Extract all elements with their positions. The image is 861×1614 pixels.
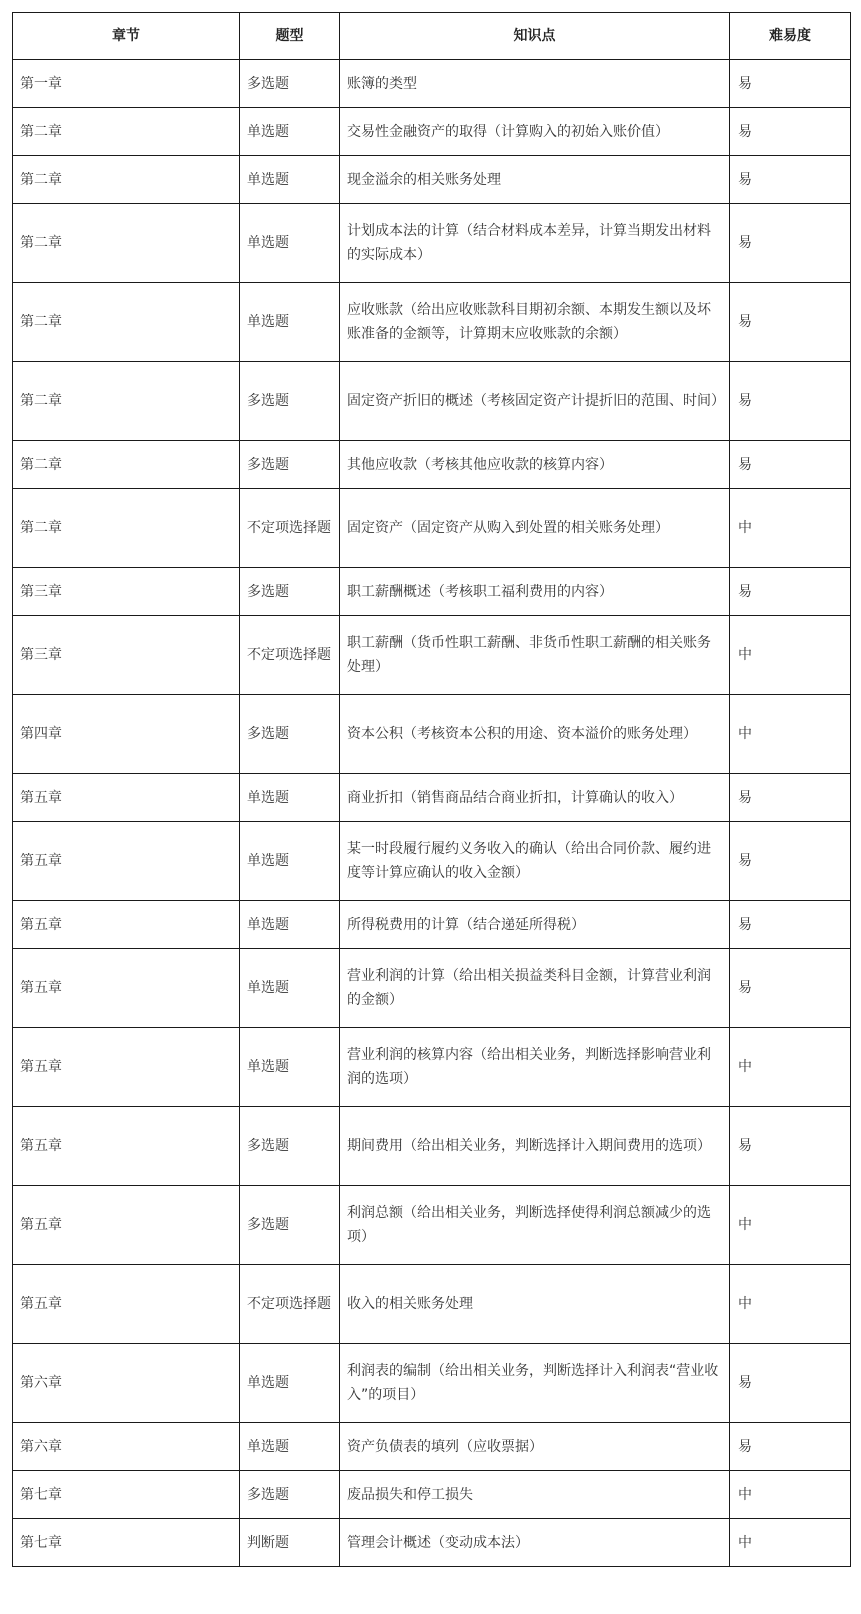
difficulty-cell: 易 <box>730 362 851 441</box>
knowledge-point-cell: 资产负债表的填列（应收票据） <box>340 1423 730 1471</box>
table-row <box>13 1471 851 1519</box>
question-type-cell: 多选题 <box>240 695 340 774</box>
difficulty-cell: 中 <box>730 1519 851 1567</box>
question-type-cell: 不定项选择题 <box>240 489 340 568</box>
table-row <box>13 568 851 616</box>
question-type-cell: 多选题 <box>240 60 340 108</box>
question-type-cell: 多选题 <box>240 441 340 489</box>
question-type-cell: 不定项选择题 <box>240 616 340 695</box>
table-row <box>13 1344 851 1423</box>
chapter-cell: 第二章 <box>13 441 240 489</box>
table-row <box>13 1423 851 1471</box>
table-row <box>13 362 851 441</box>
header-question-type: 题型 <box>240 13 340 60</box>
difficulty-cell: 易 <box>730 822 851 901</box>
question-type-cell: 单选题 <box>240 283 340 362</box>
difficulty-cell: 易 <box>730 1107 851 1186</box>
knowledge-point-cell: 某一时段履行履约义务收入的确认（给出合同价款、履约进度等计算应确认的收入金额） <box>340 822 730 901</box>
table-row <box>13 822 851 901</box>
question-type-cell: 多选题 <box>240 1186 340 1265</box>
question-type-cell: 单选题 <box>240 774 340 822</box>
difficulty-cell: 易 <box>730 568 851 616</box>
difficulty-cell: 易 <box>730 949 851 1028</box>
question-type-cell: 多选题 <box>240 568 340 616</box>
chapter-cell: 第四章 <box>13 695 240 774</box>
question-type-cell: 不定项选择题 <box>240 1265 340 1344</box>
chapter-cell: 第五章 <box>13 822 240 901</box>
knowledge-point-table <box>12 12 851 1567</box>
chapter-cell: 第二章 <box>13 156 240 204</box>
knowledge-point-cell: 账簿的类型 <box>340 60 730 108</box>
chapter-cell: 第二章 <box>13 489 240 568</box>
question-type-cell: 多选题 <box>240 1107 340 1186</box>
table-row <box>13 1107 851 1186</box>
difficulty-cell: 易 <box>730 1423 851 1471</box>
knowledge-point-cell: 收入的相关账务处理 <box>340 1265 730 1344</box>
knowledge-point-cell: 交易性金融资产的取得（计算购入的初始入账价值） <box>340 108 730 156</box>
table-row <box>13 1519 851 1567</box>
question-type-cell: 单选题 <box>240 1344 340 1423</box>
chapter-cell: 第五章 <box>13 949 240 1028</box>
table-row <box>13 489 851 568</box>
difficulty-cell: 易 <box>730 1344 851 1423</box>
chapter-cell: 第二章 <box>13 204 240 283</box>
table-row <box>13 283 851 362</box>
knowledge-point-cell: 营业利润的计算（给出相关损益类科目金额，计算营业利润的金额） <box>340 949 730 1028</box>
chapter-cell: 第六章 <box>13 1344 240 1423</box>
chapter-cell: 第七章 <box>13 1471 240 1519</box>
chapter-cell: 第七章 <box>13 1519 240 1567</box>
table-row <box>13 1028 851 1107</box>
question-type-cell: 单选题 <box>240 1028 340 1107</box>
table-row <box>13 108 851 156</box>
table-row <box>13 1265 851 1344</box>
knowledge-point-cell: 其他应收款（考核其他应收款的核算内容） <box>340 441 730 489</box>
table-row <box>13 901 851 949</box>
knowledge-point-cell: 计划成本法的计算（结合材料成本差异，计算当期发出材料的实际成本） <box>340 204 730 283</box>
table-row <box>13 204 851 283</box>
difficulty-cell: 中 <box>730 1265 851 1344</box>
knowledge-point-cell: 管理会计概述（变动成本法） <box>340 1519 730 1567</box>
chapter-cell: 第三章 <box>13 616 240 695</box>
difficulty-cell: 易 <box>730 204 851 283</box>
table-row <box>13 616 851 695</box>
chapter-cell: 第三章 <box>13 568 240 616</box>
knowledge-point-cell: 资本公积（考核资本公积的用途、资本溢价的账务处理） <box>340 695 730 774</box>
table-row <box>13 1186 851 1265</box>
question-type-cell: 单选题 <box>240 1423 340 1471</box>
difficulty-cell: 中 <box>730 695 851 774</box>
question-type-cell: 判断题 <box>240 1519 340 1567</box>
knowledge-point-cell: 废品损失和停工损失 <box>340 1471 730 1519</box>
question-type-cell: 单选题 <box>240 949 340 1028</box>
knowledge-point-cell: 应收账款（给出应收账款科目期初余额、本期发生额以及坏账准备的金额等，计算期末应收账款的余额） <box>340 283 730 362</box>
difficulty-cell: 中 <box>730 616 851 695</box>
knowledge-point-cell: 期间费用（给出相关业务，判断选择计入期间费用的选项） <box>340 1107 730 1186</box>
header-chapter: 章节 <box>13 13 240 60</box>
chapter-cell: 第二章 <box>13 108 240 156</box>
difficulty-cell: 中 <box>730 1028 851 1107</box>
difficulty-cell: 易 <box>730 156 851 204</box>
table-row <box>13 441 851 489</box>
chapter-cell: 第五章 <box>13 901 240 949</box>
question-type-cell: 单选题 <box>240 822 340 901</box>
chapter-cell: 第一章 <box>13 60 240 108</box>
knowledge-point-cell: 所得税费用的计算（结合递延所得税） <box>340 901 730 949</box>
knowledge-point-cell: 现金溢余的相关账务处理 <box>340 156 730 204</box>
question-type-cell: 多选题 <box>240 1471 340 1519</box>
question-type-cell: 多选题 <box>240 362 340 441</box>
knowledge-point-cell: 营业利润的核算内容（给出相关业务，判断选择影响营业利润的选项） <box>340 1028 730 1107</box>
difficulty-cell: 易 <box>730 441 851 489</box>
header-knowledge-point: 知识点 <box>340 13 730 60</box>
difficulty-cell: 易 <box>730 283 851 362</box>
header-difficulty: 难易度 <box>730 13 851 60</box>
chapter-cell: 第五章 <box>13 1028 240 1107</box>
knowledge-point-cell: 职工薪酬概述（考核职工福利费用的内容） <box>340 568 730 616</box>
knowledge-point-cell: 职工薪酬（货币性职工薪酬、非货币性职工薪酬的相关账务处理） <box>340 616 730 695</box>
table-row <box>13 156 851 204</box>
question-type-cell: 单选题 <box>240 108 340 156</box>
table-row <box>13 949 851 1028</box>
question-type-cell: 单选题 <box>240 156 340 204</box>
chapter-cell: 第五章 <box>13 1107 240 1186</box>
chapter-cell: 第六章 <box>13 1423 240 1471</box>
difficulty-cell: 易 <box>730 108 851 156</box>
chapter-cell: 第五章 <box>13 1186 240 1265</box>
knowledge-point-cell: 固定资产折旧的概述（考核固定资产计提折旧的范围、时间） <box>340 362 730 441</box>
knowledge-point-cell: 利润表的编制（给出相关业务，判断选择计入利润表“营业收入”的项目） <box>340 1344 730 1423</box>
table-header-row <box>13 13 851 60</box>
knowledge-point-cell: 商业折扣（销售商品结合商业折扣，计算确认的收入） <box>340 774 730 822</box>
table-row <box>13 695 851 774</box>
difficulty-cell: 易 <box>730 60 851 108</box>
knowledge-point-cell: 利润总额（给出相关业务，判断选择使得利润总额减少的选项） <box>340 1186 730 1265</box>
table-row <box>13 774 851 822</box>
chapter-cell: 第五章 <box>13 1265 240 1344</box>
difficulty-cell: 易 <box>730 774 851 822</box>
difficulty-cell: 中 <box>730 1186 851 1265</box>
knowledge-point-cell: 固定资产（固定资产从购入到处置的相关账务处理） <box>340 489 730 568</box>
chapter-cell: 第五章 <box>13 774 240 822</box>
question-type-cell: 单选题 <box>240 204 340 283</box>
question-type-cell: 单选题 <box>240 901 340 949</box>
table-row <box>13 60 851 108</box>
chapter-cell: 第二章 <box>13 362 240 441</box>
chapter-cell: 第二章 <box>13 283 240 362</box>
difficulty-cell: 易 <box>730 901 851 949</box>
difficulty-cell: 中 <box>730 489 851 568</box>
difficulty-cell: 中 <box>730 1471 851 1519</box>
